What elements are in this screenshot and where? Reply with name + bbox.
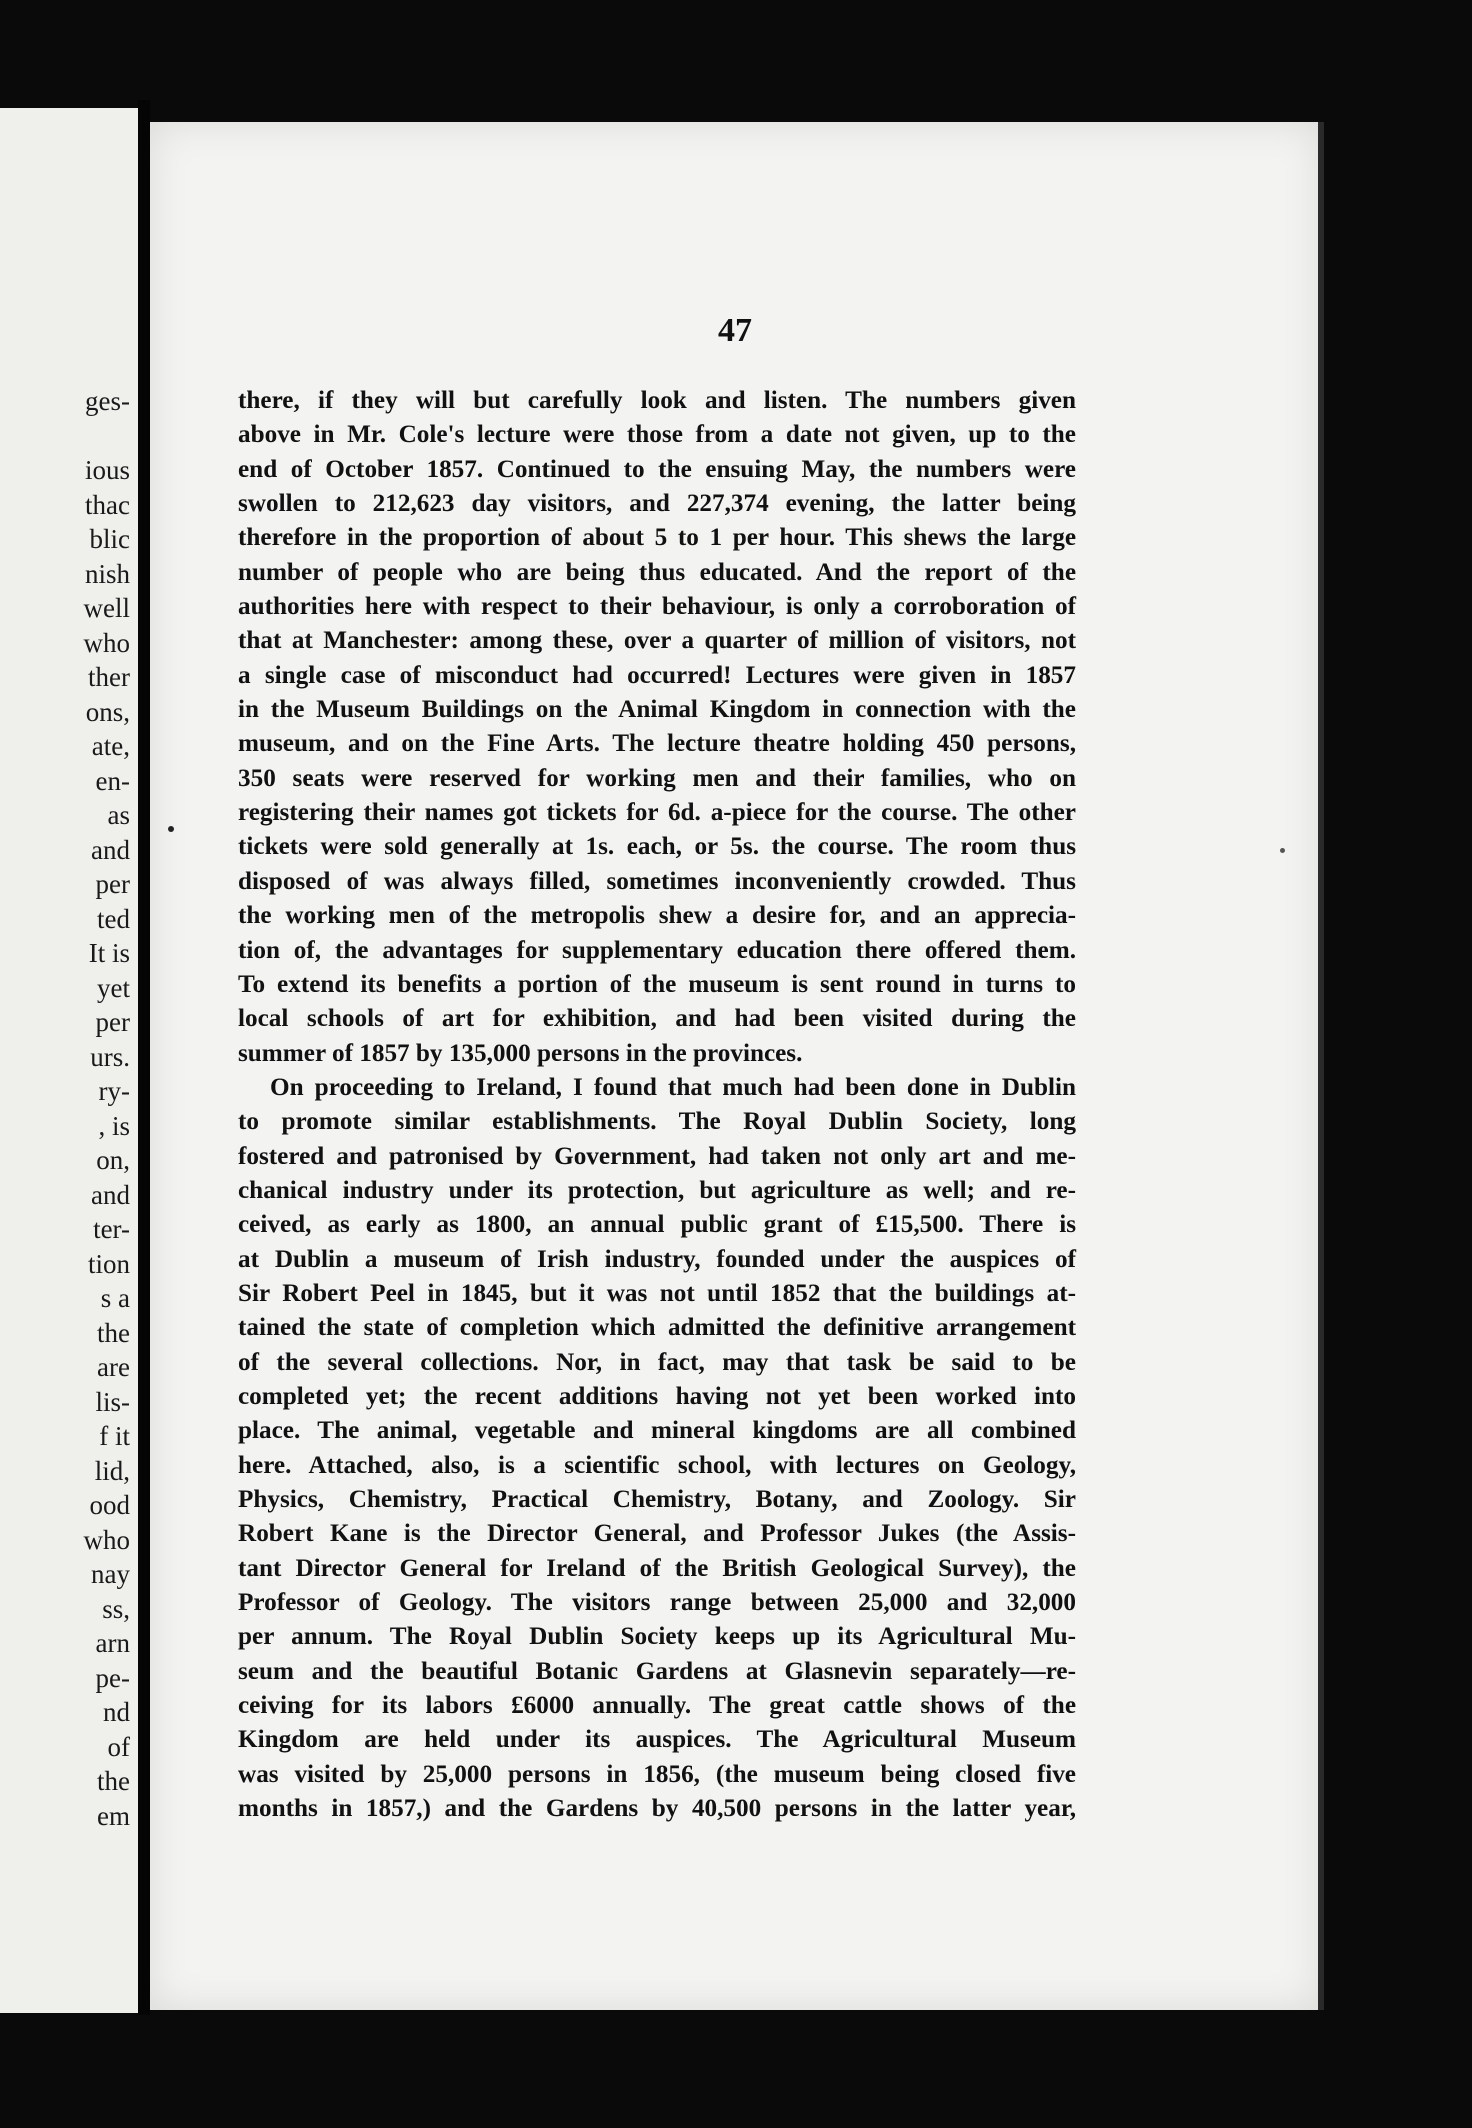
facing-page-line-fragment: blic <box>89 524 130 554</box>
facing-page-line-fragment: en- <box>95 765 130 796</box>
text-line: registering their names got tickets for 6d. a-piece for the course. The other <box>238 799 1076 827</box>
facing-page-line-fragment: the <box>97 1766 130 1796</box>
facing-page-line-fragment: ted <box>97 903 130 934</box>
text-line: here. Attached, also, is a scientific school, with lectures on Geology, <box>238 1451 1076 1479</box>
text-line: in the Museum Buildings on the Animal Kingdom in connection with the <box>238 696 1076 724</box>
text-line: chanical industry under its protection, but agriculture as well; and re- <box>238 1176 1076 1204</box>
facing-page-line-fragment: urs. <box>90 1041 130 1072</box>
facing-page-line-fragment: and <box>91 834 130 865</box>
text-line: 350 seats were reserved for working men and their families, who on <box>238 764 1076 792</box>
text-line: To extend its benefits a portion of the museum is sent round in turns to <box>238 970 1076 998</box>
text-line: fostered and patronised by Government, had taken not only art and me- <box>238 1142 1076 1170</box>
text-line: Professor of Geology. The visitors range between 25,000 and 32,000 <box>238 1589 1076 1617</box>
text-line: the working men of the metropolis shew a desire for, and an apprecia- <box>238 902 1076 930</box>
text-line: above in Mr. Cole's lecture were those from a date not given, up to the <box>238 421 1076 449</box>
facing-page-line-fragment: tion <box>87 1248 130 1279</box>
body-text <box>238 384 1076 1826</box>
facing-page-line-fragment: nd <box>103 1697 130 1727</box>
facing-page-line-fragment: are <box>97 1352 130 1382</box>
text-line: authorities here with respect to their behaviour, is only a corroboration of <box>238 593 1076 621</box>
book-page <box>150 122 1320 2010</box>
facing-page-line-fragment: of <box>107 1731 130 1762</box>
facing-page-line-fragment: thac <box>85 489 130 520</box>
text-line: end of October 1857. Continued to the ensuing May, the numbers were <box>238 455 1076 483</box>
text-line: Physics, Chemistry, Practical Chemistry, Botany, and Zoology. Sir <box>238 1486 1076 1513</box>
text-line: On proceeding to Ireland, I found that much had been done in Dublin <box>270 1073 1076 1101</box>
text-line: Robert Kane is the Director General, and Professor Jukes (the Assis- <box>238 1520 1076 1548</box>
page-number: 47 <box>718 312 752 349</box>
text-line: museum, and on the Fine Arts. The lecture theatre holding 450 persons, <box>238 730 1076 758</box>
facing-page-line-fragment: on, <box>96 1145 130 1175</box>
facing-page-line-fragment: , is <box>98 1110 130 1141</box>
text-line: of the several collections. Nor, in fact, may that task be said to be <box>238 1348 1076 1376</box>
facing-page-line-fragment: lid, <box>94 1455 130 1486</box>
facing-page-line-fragment: and <box>91 1179 130 1210</box>
text-line: that at Manchester: among these, over a quarter of million of visitors, not <box>238 627 1076 655</box>
facing-page-line-fragment: ther <box>88 662 130 692</box>
facing-page-line-fragment: ate, <box>91 731 130 761</box>
text-line: summer of 1857 by 135,000 persons in the provinces. <box>238 1039 803 1067</box>
text-line: disposed of was always filled, sometimes inconveniently crowded. Thus <box>238 867 1076 895</box>
text-line: place. The animal, vegetable and mineral kingdoms are all combined <box>238 1417 1076 1445</box>
text-line: to promote similar establishments. The Royal Dublin Society, long <box>238 1108 1076 1136</box>
text-line: completed yet; the recent additions having not yet been worked into <box>238 1382 1076 1410</box>
facing-page-line-fragment: who <box>83 627 130 658</box>
ink-speck <box>1280 848 1285 853</box>
text-line: per annum. The Royal Dublin Society keeps up its Agricultural Mu- <box>238 1623 1076 1651</box>
facing-page-line-fragment: arn <box>95 1628 130 1658</box>
facing-page-line-fragment: f it <box>99 1421 130 1451</box>
text-line: ceived, as early as 1800, an annual public grant of £15,500. There is <box>238 1211 1076 1239</box>
facing-page-line-fragment: pe- <box>95 1662 130 1693</box>
facing-page-line-fragment: It is <box>88 938 130 968</box>
facing-page-line-fragment: ious <box>84 455 130 485</box>
facing-page-line-fragment: per <box>95 1007 130 1037</box>
text-line: therefore in the proportion of about 5 to 1 per hour. This shews the large <box>238 524 1076 552</box>
facing-page-line-fragment: who <box>83 1524 130 1555</box>
text-line: local schools of art for exhibition, and had been visited during the <box>238 1005 1076 1033</box>
text-line: tickets were sold generally at 1s. each, or 5s. the course. The room thus <box>238 833 1076 861</box>
facing-page-line-fragment: ood <box>89 1490 130 1520</box>
text-line: swollen to 212,623 day visitors, and 227,374 evening, the latter being <box>238 490 1076 518</box>
text-line: seum and the beautiful Botanic Gardens at Glasnevin separately—re- <box>238 1657 1076 1685</box>
text-line: tion of, the advantages for supplementary education there offered them. <box>238 936 1076 964</box>
text-line: was visited by 25,000 persons in 1856, (the museum being closed five <box>238 1760 1076 1788</box>
facing-page-line-fragment: ss, <box>102 1593 130 1624</box>
facing-page-line-fragment: the <box>97 1317 130 1348</box>
facing-page-line-fragment: em <box>97 1800 130 1831</box>
facing-page-line-fragment: ry- <box>98 1076 130 1106</box>
facing-page-line-fragment: s a <box>100 1283 130 1313</box>
text-line: a single case of misconduct had occurred! Lectures were given in 1857 <box>238 661 1076 689</box>
ink-speck <box>168 826 174 832</box>
text-line: ceiving for its labors £6000 annually. The great cattle shows of the <box>238 1692 1076 1720</box>
facing-page-line-fragment: nish <box>84 558 130 589</box>
text-line: at Dublin a museum of Irish industry, founded under the auspices of <box>238 1245 1076 1273</box>
book-gutter <box>138 100 150 2015</box>
facing-page-line-fragment: nay <box>91 1559 130 1589</box>
text-line: tant Director General for Ireland of the British Geological Survey), the <box>238 1554 1076 1582</box>
facing-page-line-fragment: ons, <box>85 696 130 727</box>
facing-page-line-fragment: per <box>95 869 130 899</box>
facing-page-line-fragment: ges- <box>85 386 130 416</box>
facing-page-line-fragment: yet <box>97 972 130 1003</box>
text-line: tained the state of completion which admitted the definitive arrangement <box>238 1314 1076 1342</box>
facing-page-fragment <box>0 108 138 2013</box>
text-line: there, if they will but carefully look and listen. The numbers given <box>238 387 1076 414</box>
facing-page-line-fragment: lis- <box>95 1386 130 1417</box>
text-line: Kingdom are held under its auspices. The Agricultural Museum <box>238 1726 1076 1754</box>
facing-page-line-fragment: ter- <box>93 1214 130 1244</box>
facing-page-line-fragment: well <box>83 593 130 623</box>
text-line: number of people who are being thus educated. And the report of the <box>238 558 1076 586</box>
page-edge <box>1318 122 1324 2010</box>
text-line: months in 1857,) and the Gardens by 40,500 persons in the latter year, <box>238 1795 1076 1823</box>
text-line: Sir Robert Peel in 1845, but it was not until 1852 that the buildings at- <box>238 1279 1076 1307</box>
facing-page-line-fragment: as <box>107 800 130 830</box>
